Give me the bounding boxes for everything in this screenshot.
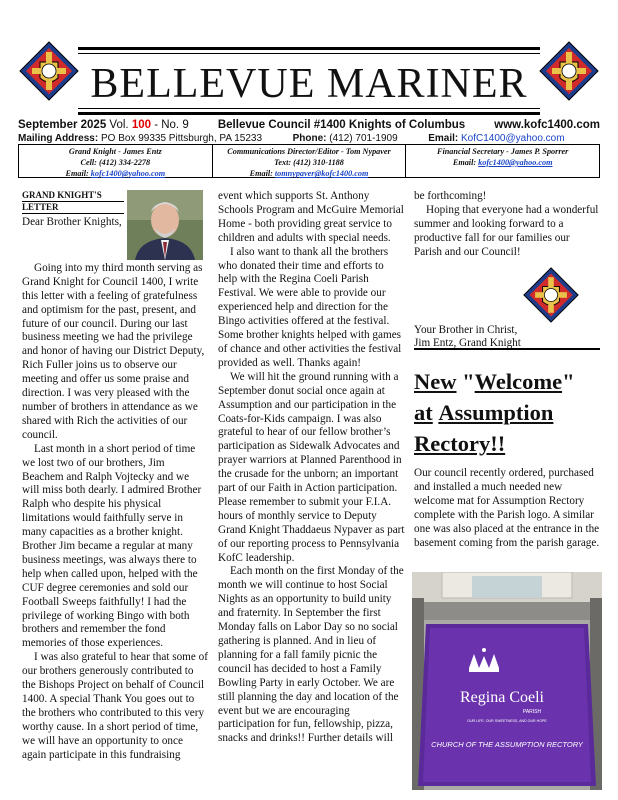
mat-tagline: OUR LIFE, OUR SWEETNESS, AND OUR HOPE	[467, 719, 547, 723]
officer-email-link[interactable]: kofc1400@yahoo.com	[90, 169, 166, 178]
letter-paragraph: I also want to thank all the brothers who donated their time and efforts to help with the Regina Coeli Parish Festival. We were able to provide our experienced help and direction for the Bingo activities offered at the festival. Some brother knights helped with games of chance and other activities the festival provided as well. Thanks again!	[218, 245, 402, 369]
officer-grand-knight	[19, 145, 213, 177]
issue-info-line	[18, 119, 600, 131]
knights-of-columbus-emblem-icon	[18, 40, 80, 102]
letter-column-3	[414, 190, 600, 351]
headline-word: New	[414, 369, 457, 394]
signature-line: Jim Entz, Grand Knight	[414, 337, 521, 350]
issue-number: - No. 9	[154, 119, 189, 131]
grand-knight-portrait-image	[127, 190, 203, 260]
officer-title: Financial Secretary - James P. Sporrer	[437, 147, 569, 156]
masthead-frame	[78, 47, 540, 115]
officer-phone: Text: (412) 310-1188	[274, 158, 344, 167]
issue-date: September 2025	[18, 119, 107, 131]
letter-column-1	[22, 190, 208, 763]
letter-paragraph: I was also grateful to hear that some of our brothers generously contributed to the Bishops Project on behalf of Council 1400. A special Thank You goes out to the brothers who contributed to this very worthy cause. In a short period of time, we will have an opportunity to once again participate in this fundraising	[22, 651, 208, 761]
officer-financial-secretary	[406, 145, 599, 177]
phone-label: Phone:	[292, 133, 327, 144]
phone-number: (412) 701-1909	[329, 133, 398, 144]
officer-communications-director	[213, 145, 407, 177]
headline-word: Rectory!!	[414, 431, 506, 456]
officer-email-link[interactable]: kofc1400@yahoo.com	[478, 158, 553, 167]
letter-column-2	[218, 190, 405, 746]
volume-label: Vol.	[109, 119, 129, 131]
officer-title: Communications Director/Editor - Tom Nypaver	[227, 147, 391, 156]
letter-paragraph: Each month on the first Monday of the month we will continue to host Social Nights as an opportunity to build unity and fraternity. In September the first Monday falls on Labor Day so no social gathering is planned. And in lieu of planning for a fall family picnic the council has decided to host a Family Bowling Party in early October. We are still planning the day and location of the event but we are encouraging participation for fun, fellowship, pizza, snacks and drinks!! Further details will	[218, 565, 404, 745]
mat-caption: CHURCH OF THE ASSUMPTION RECTORY	[431, 740, 583, 749]
letter-paragraph: be forthcoming!	[414, 190, 487, 202]
letter-paragraph: Going into my third month serving as Grand Knight for Council 1400, I write this letter with a feeling of gratefulness and optimism for the past, present, and future of our council. During our last business meeting we had the privilege and honor of having our District Deputy, Rich Fuller joins us to observe our meeting and offer us some praise and direction. I was very pleased with the number of brothers in attendance as we shared with Rich the activities of our council.	[22, 261, 205, 441]
headline-word: Assumption	[438, 400, 554, 425]
officer-email-label: Email:	[249, 169, 273, 178]
letter-paragraph: Last month in a short period of time we lost two of our brothers, Jim Beachem and Ralph Vojtecky and we will miss both dearly. I admired Brother Ralph who despite his physical limitations would faithfully serve in many capacities as a brother knight. Brother Jim became a regular at many business meetings, was always there to help when called upon, helped with the CUF degree ceremonies and sold our Football Sweeps faithfully! I had the privilege of working Bingo with both brothers and remember the fond memories of those experiences.	[22, 442, 202, 650]
mailing-address-label: Mailing Address:	[18, 133, 99, 144]
label-line-1: GRAND KNIGHT'S	[22, 190, 124, 202]
article-headline	[414, 366, 604, 459]
article-body: Our council recently ordered, purchased and installed a much needed new welcome mat for Assumption Rectory complete with the Parish logo. A similar one was also placed at the entrance in the basement coming from the parish garage.	[414, 467, 600, 549]
email-label: Email:	[428, 133, 459, 144]
letter-paragraph: Hoping that everyone had a wonderful summer and looking forward to a productive fall for our families our Parish and our Council!	[414, 203, 599, 258]
section-divider	[414, 348, 600, 350]
headline-word: at	[414, 400, 433, 425]
letter-paragraph: We will hit the ground running with a September donut social once again at Assumption and our participation in the Coats-for-Kids campaign. I was also grateful to hear of our fellow brother’s participation as Sidewalk Advocates and prayer warriors at Planned Parenthood in the crusade for the unborn; an important part of our Faith in Action participation. Please remember to submit your F.I.A. hours of monthly service to Deputy Grand Knight Thaddaeus Nypaver as part of our reporting process to Pennsylvania KofC leadership.	[218, 370, 405, 564]
closing-line: Your Brother in Christ,	[414, 323, 518, 336]
officer-email-row	[406, 157, 599, 168]
knights-of-columbus-emblem-icon	[522, 266, 580, 324]
volume-number: 100	[131, 119, 151, 131]
headline-punct: "	[562, 369, 575, 394]
letter-salutation: Dear Brother Knights,	[22, 216, 122, 228]
officer-title: Grand Knight - James Entz	[68, 147, 162, 156]
headline-word: Welcome	[474, 369, 563, 394]
masthead	[18, 10, 600, 118]
contact-line	[18, 133, 600, 144]
knights-of-columbus-emblem-icon	[538, 40, 600, 102]
website-link[interactable]: www.kofc1400.com	[494, 119, 600, 131]
issue-date-volume	[18, 119, 189, 131]
officer-email-label: Email:	[65, 169, 89, 178]
officer-email-label: Email:	[452, 158, 477, 167]
headline-punct: "	[456, 369, 475, 394]
masthead-title: BELLEVUE MARINER	[90, 61, 528, 107]
mat-sub: PARISH	[522, 709, 542, 715]
mat-brand: Regina Coeli	[460, 689, 544, 706]
officers-box	[18, 144, 600, 178]
letter-paragraph: event which supports St. Anthony Schools Program and McGuire Memorial Home - both providing great service to children and adults with special needs.	[218, 190, 404, 244]
officer-email-link[interactable]: tomnypaver@kofc1400.com	[274, 169, 369, 178]
officer-phone: Cell: (412) 334-2278	[80, 158, 151, 167]
council-email-link[interactable]: KofC1400@yahoo.com	[461, 133, 565, 144]
welcome-mat-photo	[412, 572, 602, 790]
mailing-address: PO Box 99335 Pittsburgh, PA 15233	[100, 133, 263, 144]
grand-knights-letter-label	[22, 190, 124, 214]
label-line-2: LETTER	[22, 202, 124, 214]
council-name: Bellevue Council #1400 Knights of Columbus	[217, 119, 466, 131]
